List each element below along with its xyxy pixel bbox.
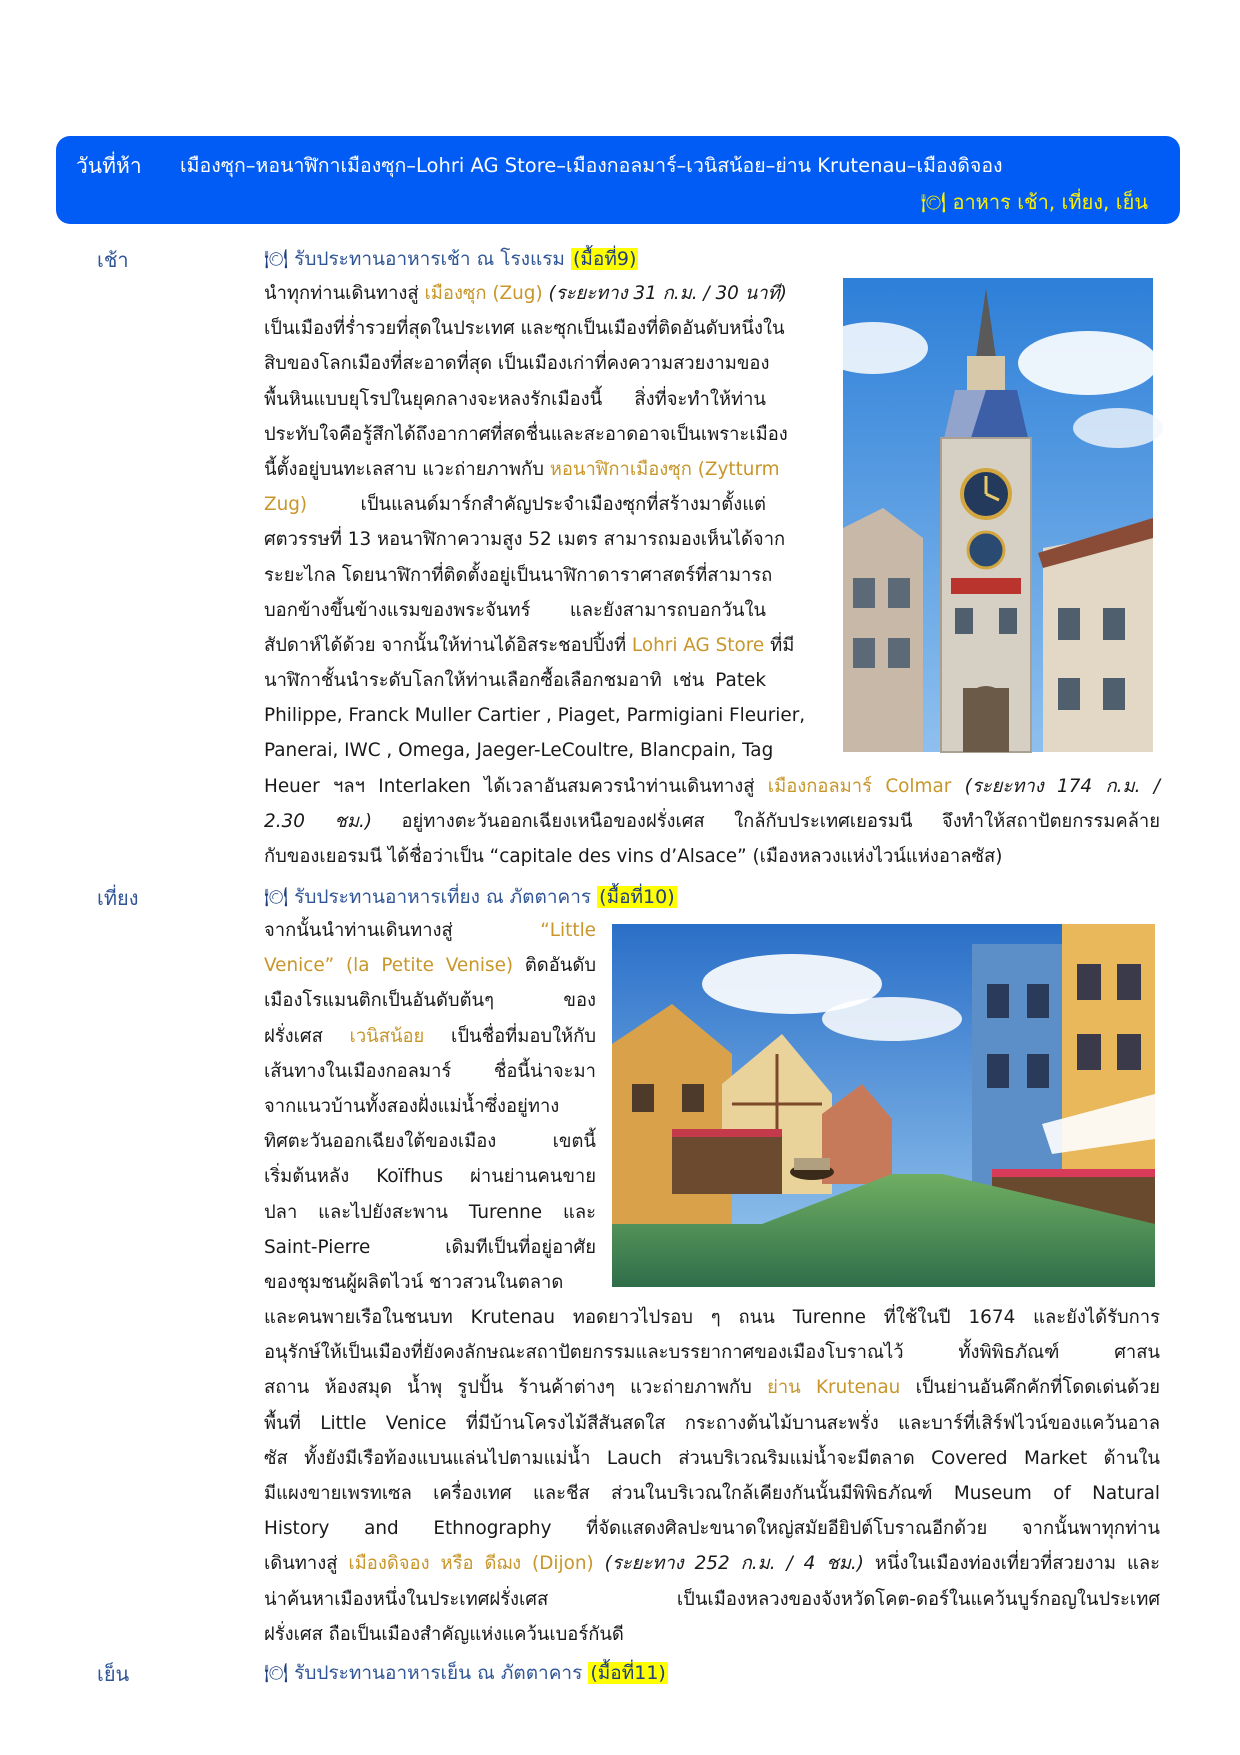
breakfast-line bbox=[264, 244, 638, 274]
text-segment bbox=[594, 1553, 605, 1574]
text-segment: พื้นที่ Little Venice ที่มีบ้านโครงไม้สีสันสดใส กระถางต้นไม้บานสะพรั่ง และบาร์ที่เสิร์ฟไวน์ของแคว้นอาล bbox=[264, 1412, 1160, 1434]
text-segment: บอกข้างขึ้นข้างแรมของพระจันทร์ และยังสามารถบอกวันใน bbox=[264, 599, 766, 621]
text-line bbox=[264, 733, 774, 768]
text-segment: ศตวรรษที่ 13 หอนาฬิกาความสูง 52 เมตร สามารถมองเห็นได้จาก bbox=[264, 529, 786, 551]
text-line bbox=[264, 1582, 1160, 1617]
text-segment: หนึ่งในเมืองท่องเที่ยวที่สวยงาม และ bbox=[863, 1553, 1160, 1575]
text-segment: ติดอันดับ bbox=[513, 955, 596, 977]
text-segment: เมืองซุก (Zug) bbox=[424, 283, 543, 304]
text-segment: สิบของโลกเมืองที่สะอาดที่สุด เป็นเมืองเก่าที่คงความสวยงามของ bbox=[264, 353, 770, 375]
text-segment: ปลา และไปยังสะพาน Turenne และ bbox=[264, 1201, 596, 1223]
text-line bbox=[264, 593, 766, 628]
text-segment: มีแผงขายเพรทเซล เครื่องเทศ และชีส ส่วนในบริเวณใกล้เคียงกันนั้นมีพิพิธภัณฑ์ Museum of Natural bbox=[264, 1483, 1160, 1504]
meal-label-dinner: เย็น bbox=[97, 1662, 130, 1686]
text-line bbox=[264, 1089, 596, 1124]
text-line bbox=[264, 663, 766, 698]
text-line bbox=[264, 1617, 1160, 1652]
text-segment: Lohri AG Store bbox=[631, 634, 765, 656]
text-segment: (ระยะทาง 31 ก.ม. / 30 นาที) bbox=[548, 283, 787, 304]
dinner-text: รับประทานอาหารเย็น ณ ภัตตาคาร bbox=[294, 1662, 583, 1684]
text-line bbox=[264, 346, 770, 381]
text-segment: สถาน ห้องสมุด น้ำพุ รูปปั้น ร้านค้าต่างๆ แวะถ่ายภาพกับ bbox=[264, 1377, 768, 1399]
text-line bbox=[264, 839, 1160, 874]
text-segment: พื้นหินแบบยุโรปในยุคกลางจะหลงรักเมืองนี้ สิ่งที่จะทำให้ท่าน bbox=[264, 388, 766, 410]
text-segment: ทิศตะวันออกเฉียงใต้ของเมือง เขตนี้ bbox=[264, 1131, 596, 1153]
text-segment: ซัส ทั้งยังมีเรือท้องแบนแล่นไปตามแม่น้ำ Lauch ส่วนบริเวณริมแม่น้ำจะมีตลาด Covered Market ด้านใน bbox=[264, 1447, 1160, 1469]
text-segment: เมืองดิจอง หรือ ดีฌง (Dijon) bbox=[348, 1553, 594, 1575]
text-segment: ระยะไกล โดยนาฬิกาที่ติดตั้งอยู่เป็นนาฬิกาดาราศาสตร์ที่สามารถ bbox=[264, 564, 773, 586]
text-segment: เป็นเมืองที่ร่ำรวยที่สุดในประเทศ และซุกเป็นเมืองที่ติดอันดับหนึ่งใน bbox=[264, 318, 785, 340]
text-line bbox=[264, 948, 596, 983]
text-segment: เป็นย่านอันคึกคักที่โดดเด่นด้วย bbox=[900, 1377, 1160, 1399]
text-line bbox=[264, 1370, 1160, 1405]
text-segment: นาฬิกาชั้นนำระดับโลกให้ท่านเลือกซื้อเลือกชมอาทิ เช่น Patek bbox=[264, 670, 766, 692]
text-segment: ย่าน Krutenau bbox=[767, 1377, 901, 1399]
text-segment: ของชุมชนผู้ผลิตไวน์ ชาวสวนในตลาด bbox=[264, 1271, 564, 1293]
text-line bbox=[264, 1159, 596, 1194]
text-line bbox=[264, 983, 596, 1018]
meal-label-lunch: เที่ยง bbox=[97, 886, 139, 910]
dining-icon: 🍽 bbox=[920, 190, 947, 214]
text-segment: ประทับใจคือรู้สึกได้ถึงอากาศที่สดชื่นและสะอาดอาจเป็นเพราะเมือง bbox=[264, 423, 788, 445]
text-segment: นี้ตั้งอยู่บนทะเลสาบ แวะถ่ายภาพกับ bbox=[264, 458, 550, 480]
text-line bbox=[264, 1054, 596, 1089]
text-segment: เวนิสน้อย bbox=[349, 1025, 425, 1047]
text-line bbox=[264, 1441, 1160, 1476]
text-segment: เป็นชื่อที่มอบให้กับ bbox=[424, 1025, 596, 1047]
zug-clock-tower-photo bbox=[843, 278, 1153, 752]
text-line bbox=[264, 417, 788, 452]
text-segment: (ระยะทาง 174 ก.ม. / bbox=[964, 775, 1160, 797]
text-segment: และคนพายเรือในชนบท Krutenau ทอดยาวไปรอบ ๆ ถนน Turenne ที่ใช้ในปี 1674 และยังได้รับการ bbox=[264, 1307, 1160, 1329]
text-line bbox=[264, 276, 787, 311]
text-segment: Venice” (la Petite Venise) bbox=[264, 955, 514, 977]
dinner-meal-number: (มื้อที่11) bbox=[590, 1662, 666, 1684]
breakfast-text: รับประทานอาหารเช้า ณ โรงแรม bbox=[294, 248, 565, 270]
text-line bbox=[264, 1546, 1160, 1581]
text-line bbox=[264, 698, 806, 733]
text-segment: ฝรั่งเศส ถือเป็นเมืองสำคัญแห่งแคว้นเบอร์กันดี bbox=[264, 1623, 624, 1645]
text-line bbox=[264, 311, 785, 346]
text-segment: อยู่ทางตะวันออกเฉียงเหนือของฝรั่งเศส ใกล้กับประเทศเยอรมนี จึงทำให้สถาปัตยกรรมคล้าย bbox=[372, 810, 1160, 832]
text-line bbox=[264, 769, 1160, 804]
text-segment: สัปดาห์ได้ด้วย จากนั้นให้ท่านได้อิสระชอปปิ้งที่ bbox=[264, 634, 632, 656]
meals-summary bbox=[921, 186, 1148, 218]
text-line bbox=[264, 1335, 1160, 1370]
text-line bbox=[264, 487, 766, 522]
text-segment: ที่มี bbox=[764, 634, 795, 656]
dinner-line bbox=[264, 1658, 668, 1688]
dining-icon: 🍽 bbox=[264, 1662, 289, 1684]
text-line bbox=[264, 1019, 596, 1054]
day-title: วันที่ห้า bbox=[76, 154, 142, 178]
text-segment: Panerai, IWC , Omega, Jaeger-LeCoultre, Blancpain, Tag bbox=[264, 740, 774, 762]
text-line bbox=[264, 382, 766, 417]
breakfast-meal-number: (มื้อที่9) bbox=[573, 248, 637, 270]
text-segment: Heuer ฯลฯ Interlaken ได้เวลาอันสมควรนำท่านเดินทางสู่ bbox=[264, 775, 768, 797]
text-segment: หอนาฬิกาเมืองซุก (Zytturm bbox=[549, 458, 780, 480]
text-line bbox=[264, 1476, 1160, 1511]
text-segment: น่าค้นหาเมืองหนึ่งในประเทศฝรั่งเศส เป็นเมืองหลวงของจังหวัดโคต-ดอร์ในแคว้นบูร์กอญในประเทศ bbox=[264, 1588, 1160, 1610]
text-segment: “Little bbox=[540, 920, 596, 941]
text-segment: 2.30 ชม.) bbox=[264, 810, 373, 832]
text-line bbox=[264, 804, 1160, 839]
text-segment: เมืองกอลมาร์ Colmar bbox=[767, 775, 952, 797]
text-line bbox=[264, 1300, 1160, 1335]
text-segment: Saint-Pierre เดิมทีเป็นที่อยู่อาศัย bbox=[264, 1236, 596, 1258]
lunch-text: รับประทานอาหารเที่ยง ณ ภัตตาคาร bbox=[294, 886, 592, 908]
text-line bbox=[264, 913, 596, 948]
day-header bbox=[56, 136, 1180, 224]
lunch-line bbox=[264, 882, 677, 912]
text-segment: เดินทางสู่ bbox=[264, 1553, 349, 1575]
text-segment: กับของเยอรมนี ได้ชื่อว่าเป็น “capitale des vins d’Alsace” (เมืองหลวงแห่งไวน์แห่งอาลซัส) bbox=[264, 846, 1003, 867]
text-segment: อนุรักษ์ให้เป็นเมืองที่ยังคงลักษณะสถาปัตยกรรมและบรรยากาศของเมืองโบราณไว้ ทั้งพิพิธภัณฑ์ ศาสน bbox=[264, 1342, 1160, 1364]
text-segment: จากแนวบ้านทั้งสองฝั่งแม่น้ำซึ่งอยู่ทาง bbox=[264, 1095, 560, 1117]
meals-text: อาหาร เช้า, เที่ยง, เย็น bbox=[952, 190, 1148, 214]
lunch-meal-number: (มื้อที่10) bbox=[599, 886, 675, 908]
route-title: เมืองซุก–หอนาฬิกาเมืองซุก–Lohri AG Store–เมืองกอลมาร์–เวนิสน้อย–ย่าน Krutenau–เมืองดิจอง bbox=[180, 154, 1003, 177]
meal-label-breakfast: เช้า bbox=[97, 248, 129, 272]
text-line bbox=[264, 1406, 1160, 1441]
text-segment: เริ่มต้นหลัง Koïfhus ผ่านย่านคนขาย bbox=[264, 1166, 596, 1188]
text-segment bbox=[951, 776, 964, 797]
text-line bbox=[264, 1195, 596, 1230]
dining-icon: 🍽 bbox=[264, 248, 289, 270]
text-segment: Zug) bbox=[264, 494, 308, 516]
text-segment: History and Ethnography ที่จัดแสดงศิลปะขนาดใหญ่สมัยอียิปต์โบราณอีกด้วย จากนั้นพาทุกท่าน bbox=[264, 1518, 1160, 1540]
text-line bbox=[264, 628, 795, 663]
text-segment: เส้นทางในเมืองกอลมาร์ ชื่อนี้น่าจะมา bbox=[264, 1060, 596, 1082]
text-segment: เมืองโรแมนติกเป็นอันดับต้นๆ ของ bbox=[264, 990, 596, 1012]
text-line bbox=[264, 1511, 1160, 1546]
text-line bbox=[264, 1265, 596, 1300]
text-line bbox=[264, 452, 780, 487]
text-line bbox=[264, 1230, 596, 1265]
dining-icon: 🍽 bbox=[264, 886, 289, 908]
text-line bbox=[264, 1124, 596, 1159]
text-line bbox=[264, 558, 773, 593]
text-segment: เป็นแลนด์มาร์กสำคัญประจำเมืองซุกที่สร้างมาตั้งแต่ bbox=[307, 494, 766, 516]
text-line bbox=[264, 522, 786, 557]
text-segment: (ระยะทาง 252 ก.ม. / 4 ชม.) bbox=[604, 1553, 864, 1575]
text-segment: ฝรั่งเศส bbox=[264, 1025, 350, 1047]
text-segment: Philippe, Franck Muller Cartier , Piaget, Parmigiani Fleurier, bbox=[264, 705, 806, 727]
text-segment: จากนั้นนำท่านเดินทางสู่ bbox=[264, 920, 541, 941]
colmar-little-venice-photo bbox=[612, 924, 1155, 1287]
text-segment: นำทุกท่านเดินทางสู่ bbox=[264, 283, 425, 304]
